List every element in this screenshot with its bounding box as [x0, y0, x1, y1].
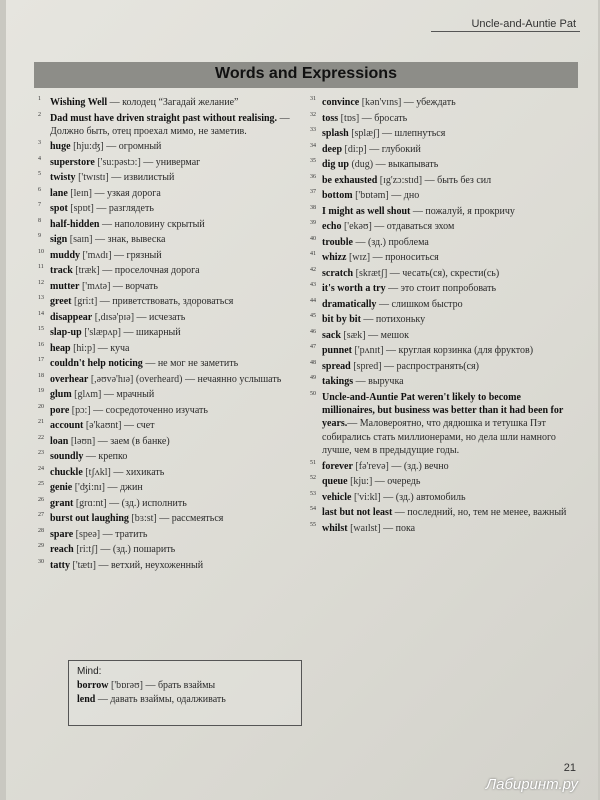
- headword: loan: [50, 435, 69, 447]
- translation: — не мог не заметить: [142, 358, 239, 370]
- headword: forever: [322, 460, 353, 472]
- glossary-entry: [38, 326, 300, 339]
- entry-number: 11: [38, 264, 44, 271]
- headword: lend: [77, 694, 96, 705]
- headword: slap-up: [50, 327, 82, 339]
- headword: burst out laughing: [50, 513, 129, 525]
- transcription: ['vi:kl]: [351, 491, 381, 503]
- translation: — это стоит попробовать: [385, 283, 497, 294]
- headword: punnet: [322, 345, 353, 356]
- translation: — ворчать: [110, 280, 158, 292]
- headword: Wishing Well: [50, 97, 108, 108]
- headword: heap: [50, 342, 71, 354]
- glossary-entry: [38, 96, 300, 109]
- transcription: ['tætɪ]: [70, 559, 96, 571]
- transcription: ['ʤi:nɪ]: [72, 482, 105, 494]
- translation: — счет: [121, 420, 155, 432]
- headword: it's worth a try: [322, 283, 386, 294]
- headword: track: [50, 265, 73, 277]
- headword: muddy: [50, 249, 81, 261]
- glossary-entry: [310, 127, 572, 140]
- glossary-entry: [38, 249, 300, 262]
- transcription: [kən'vɪns]: [359, 97, 402, 108]
- translation: — пока: [380, 522, 416, 534]
- entry-number: 20: [38, 403, 44, 410]
- entry-number: 12: [38, 279, 44, 286]
- translation: — тратить: [100, 528, 148, 540]
- translation: — разглядеть: [93, 203, 154, 215]
- entry-number: 3: [38, 140, 41, 147]
- glossary-entry: [310, 506, 572, 519]
- transcription: ['twɪstɪ]: [75, 172, 109, 184]
- transcription: [skrætʃ]: [353, 267, 388, 279]
- translation: — отдаваться эхом: [371, 221, 455, 232]
- glossary-entry: [310, 158, 572, 171]
- headword: Uncle-and-Auntie Pat weren't likely to become millionaires, but business was better than it had been for years.: [322, 391, 564, 430]
- translation: — распространять(ся): [381, 360, 479, 372]
- headword: dramatically: [322, 298, 377, 310]
- glossary-entry: [38, 559, 300, 572]
- headword: genie: [50, 482, 73, 494]
- transcription: [gri:t]: [71, 296, 98, 308]
- mind-entry: [77, 679, 293, 693]
- headword: I might as well shout: [322, 205, 411, 217]
- entry-number: 52: [310, 475, 316, 482]
- entry-number: 44: [310, 297, 316, 304]
- headword: lane: [50, 187, 68, 199]
- transcription: [wɪz]: [346, 252, 371, 263]
- headword: glum: [50, 389, 72, 401]
- entry-number: 39: [310, 220, 316, 226]
- entry-number: 6: [38, 186, 41, 193]
- glossary-entry: [310, 491, 572, 504]
- entry-number: 14: [38, 310, 44, 317]
- transcription: [fə'revə]: [352, 460, 389, 472]
- transcription: ['ekəʊ]: [341, 221, 372, 232]
- translation: — хихикать: [110, 466, 165, 478]
- translation: — давать взаймы, одалживать: [95, 694, 226, 705]
- translation: — последний, но, тем не менее, важный: [392, 507, 567, 519]
- entry-number: 27: [38, 512, 44, 519]
- glossary-entry: [38, 543, 300, 556]
- entry-number: 49: [310, 375, 316, 381]
- glossary-entry: [310, 391, 572, 458]
- translation: — заем (в банке): [95, 435, 170, 447]
- headword: whilst: [322, 522, 348, 534]
- entry-number: 43: [310, 282, 316, 288]
- translation: — исчезать: [134, 311, 186, 323]
- glossary-entry: [38, 264, 300, 277]
- translation: — проселочная дорога: [99, 265, 200, 277]
- translation: — (зд.) автомобиль: [380, 491, 466, 503]
- entry-number: 21: [38, 419, 44, 426]
- translation: — огромный: [103, 141, 162, 153]
- section-title-bar: [34, 62, 578, 88]
- transcription: [splæʃ]: [348, 128, 380, 139]
- translation: — извилистый: [108, 172, 175, 184]
- glossary-entry: [310, 360, 572, 373]
- glossary-entry: [38, 404, 300, 417]
- transcription: [ri:tʃ]: [73, 544, 98, 556]
- translation: — Маловероятно, что дядюшка и тетушка Пэт собирались стать миллионерами, но дела шли намного лучше, чем в предыдущие годы.: [322, 418, 556, 457]
- entry-number: 40: [310, 235, 316, 242]
- glossary-entry: [38, 419, 300, 432]
- entry-number: 8: [38, 217, 41, 224]
- glossary-entry: [38, 112, 300, 139]
- transcription: ['pʌnɪt]: [352, 345, 384, 356]
- translation: — проноситься: [370, 252, 439, 263]
- translation: — универмаг: [140, 156, 201, 168]
- entry-number: 53: [310, 490, 316, 497]
- headword: overhear: [50, 373, 89, 385]
- headword: dig up: [322, 159, 349, 170]
- transcription: [hju:ʤ]: [70, 141, 104, 153]
- entry-number: 35: [310, 158, 316, 164]
- glossary-entry: [38, 202, 300, 215]
- entry-number: 25: [38, 481, 44, 488]
- glossary-entry: [38, 342, 300, 355]
- glossary-entry: [310, 460, 572, 473]
- entry-number: 18: [38, 372, 44, 379]
- glossary-entry: [310, 236, 572, 249]
- transcription: [kju:]: [347, 476, 373, 488]
- headword: tatty: [50, 559, 70, 571]
- headword: bit by bit: [322, 314, 361, 325]
- entry-number: 31: [310, 96, 316, 102]
- translation: — выручка: [353, 376, 404, 387]
- glossary-entry: [38, 140, 300, 153]
- headword: whizz: [322, 252, 347, 263]
- glossary-entry: [310, 344, 572, 357]
- glossary-entry: [310, 298, 572, 311]
- transcription: [træk]: [72, 265, 100, 277]
- transcription: ['mʌtə]: [79, 280, 111, 292]
- transcription: [grɑ:nt]: [73, 497, 107, 509]
- entry-number: 2: [38, 111, 41, 118]
- entry-number: 29: [38, 543, 44, 550]
- headword: superstore: [50, 156, 95, 168]
- glossary-entry: [310, 475, 572, 488]
- glossary-entry: [38, 311, 300, 324]
- headword: toss: [322, 112, 339, 124]
- translation: — рассмеяться: [156, 513, 224, 525]
- translation: — быть без сил: [422, 174, 492, 186]
- transcription: [,əʊvə'hɪə] (overheard): [88, 373, 183, 385]
- headword: takings: [322, 376, 354, 387]
- transcription: ['bɒrəʊ]: [108, 680, 143, 691]
- headword: queue: [322, 476, 348, 488]
- transcription: ['slæpʌp]: [81, 327, 121, 339]
- entry-number: 51: [310, 459, 316, 466]
- entry-number: 7: [38, 202, 41, 209]
- glossary-entry: [310, 205, 572, 218]
- transcription: [hi:p]: [70, 342, 96, 354]
- transcription: [spɒt]: [67, 203, 94, 215]
- translation: — глубокий: [366, 143, 421, 155]
- transcription: [tʃʌkl]: [82, 466, 111, 478]
- headword: sign: [50, 234, 68, 246]
- entry-number: 22: [38, 434, 44, 441]
- glossary-entry: [38, 450, 300, 463]
- entry-number: 50: [310, 390, 316, 397]
- glossary-entry: [38, 187, 300, 200]
- glossary-entry: [38, 373, 300, 386]
- transcription: ['mʌdɪ]: [80, 249, 112, 261]
- entry-number: 19: [38, 388, 44, 395]
- headword: chuckle: [50, 466, 83, 478]
- entry-number: 45: [310, 313, 316, 319]
- headword: vehicle: [322, 491, 352, 503]
- headword: grant: [50, 497, 74, 509]
- entry-number: 54: [310, 506, 316, 513]
- transcription: [di:p]: [342, 143, 367, 155]
- mind-entry: [77, 693, 293, 707]
- glossary-entry: [38, 497, 300, 510]
- entry-number: 47: [310, 344, 316, 350]
- transcription: ['bɒtəm]: [352, 190, 389, 201]
- translation: — крепко: [83, 451, 128, 463]
- translation: — шлепнуться: [379, 128, 446, 139]
- transcription: [glʌm]: [71, 389, 102, 401]
- headword: borrow: [77, 680, 109, 691]
- translation: — Должно быть, отец проехал мимо, не заметив.: [50, 112, 290, 137]
- entry-number: 10: [38, 248, 44, 255]
- transcription: [sæk]: [340, 329, 366, 341]
- entry-number: 1: [38, 96, 41, 102]
- entry-number: 17: [38, 357, 44, 364]
- glossary-entry: [38, 280, 300, 293]
- entry-number: 28: [38, 527, 44, 534]
- glossary-entry: [310, 174, 572, 187]
- glossary-entry: [38, 171, 300, 184]
- translation: — очередь: [372, 476, 421, 488]
- glossary-entry: [38, 435, 300, 448]
- headword: trouble: [322, 236, 353, 248]
- glossary-column-right: [310, 96, 572, 537]
- entry-number: 9: [38, 233, 41, 240]
- translation: — мешок: [365, 329, 409, 341]
- translation: — куча: [95, 342, 130, 354]
- translation: — грязный: [111, 249, 162, 261]
- headword: twisty: [50, 172, 76, 184]
- transcription: [ləʊn]: [68, 435, 96, 447]
- headword: last but not least: [322, 507, 393, 519]
- translation: — узкая дорога: [91, 187, 161, 199]
- glossary-entry: [310, 251, 572, 264]
- translation: — (зд.) исполнить: [106, 497, 187, 509]
- translation: — брать взаймы: [142, 680, 216, 691]
- translation: — шикарный: [121, 327, 181, 339]
- entry-number: 46: [310, 328, 316, 335]
- transcription: [,dɪsə'pɪə]: [92, 311, 135, 323]
- translation: — мрачный: [101, 389, 155, 401]
- headword: greet: [50, 296, 72, 308]
- glossary-entry: [310, 522, 572, 535]
- glossary-entry: [38, 466, 300, 479]
- translation: — сосредоточенно изучать: [90, 404, 208, 416]
- entry-number: 4: [38, 155, 41, 162]
- transcription: [spred]: [350, 360, 382, 372]
- page-number: 21: [563, 762, 576, 774]
- transcription: [ə'kaʊnt]: [83, 420, 122, 432]
- mind-box: [68, 660, 302, 726]
- glossary-entry: [310, 375, 572, 388]
- translation: — слишком быстро: [376, 298, 463, 310]
- transcription: [leɪn]: [67, 187, 92, 199]
- entry-number: 16: [38, 341, 44, 348]
- entry-number: 30: [38, 558, 44, 565]
- headword: mutter: [50, 280, 80, 292]
- entry-number: 33: [310, 127, 316, 133]
- headword: spread: [322, 360, 351, 372]
- entry-number: 48: [310, 359, 316, 366]
- transcription: [ɪg'zɔ:stɪd]: [377, 174, 423, 186]
- transcription: [speə]: [73, 528, 101, 540]
- entry-number: 38: [310, 204, 316, 211]
- glossary-entry: [310, 143, 572, 156]
- entry-number: 42: [310, 266, 316, 273]
- transcription: [saɪn]: [67, 234, 93, 246]
- entry-number: 32: [310, 111, 316, 118]
- translation: — наполовину скрытый: [99, 218, 205, 230]
- headword: disappear: [50, 311, 93, 323]
- transcription: [pɔ:]: [69, 404, 91, 416]
- translation: — (зд.) вечно: [388, 460, 449, 472]
- section-title: Words and Expressions: [215, 65, 397, 82]
- headword: spare: [50, 528, 74, 540]
- entry-number: 26: [38, 496, 44, 503]
- headword: half-hidden: [50, 218, 100, 230]
- glossary-entry: [310, 282, 572, 295]
- translation: — чесать(ся), скрести(сь): [387, 267, 500, 279]
- glossary-entry: [38, 218, 300, 231]
- glossary-entry: [310, 189, 572, 202]
- translation: — пожалуй, я прокричу: [410, 205, 515, 217]
- headword: convince: [322, 97, 360, 108]
- headword: huge: [50, 141, 71, 153]
- translation: — потихоньку: [360, 314, 426, 325]
- headword: deep: [322, 143, 342, 155]
- glossary-entry: [310, 220, 572, 233]
- headword: pore: [50, 404, 70, 416]
- headword: splash: [322, 128, 349, 139]
- headword: soundly: [50, 451, 84, 463]
- glossary-entry: [38, 512, 300, 525]
- entry-number: 13: [38, 295, 44, 302]
- transcription: [tɒs]: [338, 112, 360, 124]
- headword: sack: [322, 329, 341, 341]
- glossary-entry: [38, 233, 300, 246]
- headword: couldn't help noticing: [50, 358, 143, 370]
- entry-number: 55: [310, 521, 316, 528]
- translation: — бросать: [359, 112, 408, 124]
- glossary-entry: [38, 357, 300, 370]
- glossary-column-left: [38, 96, 300, 574]
- translation: — выкапывать: [373, 159, 439, 170]
- translation: — (зд.) проблема: [352, 236, 429, 248]
- translation: — знак, вывеска: [92, 234, 166, 246]
- entry-number: 5: [38, 171, 41, 178]
- translation: — ветхий, неухоженный: [95, 559, 204, 571]
- entry-number: 36: [310, 173, 316, 180]
- glossary-entry: [38, 388, 300, 401]
- headword: echo: [322, 221, 342, 232]
- transcription: ['su:pəstɔ:]: [94, 156, 141, 168]
- transcription: [waɪlst]: [347, 522, 381, 534]
- watermark-logo: Лабиринт.ру: [485, 776, 578, 793]
- translation: — убеждать: [401, 97, 456, 108]
- headword: bottom: [322, 190, 353, 201]
- entry-number: 41: [310, 251, 316, 257]
- headword: scratch: [322, 267, 354, 279]
- glossary-entry: [310, 96, 572, 109]
- entry-number: 23: [38, 450, 44, 457]
- book-page: [6, 0, 598, 800]
- glossary-entry: [310, 313, 572, 326]
- translation: — круглая корзинка (для фруктов): [383, 345, 534, 356]
- running-head: Uncle-and-Auntie Pat: [431, 18, 580, 32]
- glossary-entry: [310, 267, 572, 280]
- glossary-entry: [310, 329, 572, 342]
- headword: be exhausted: [322, 174, 378, 186]
- translation: — нечаянно услышать: [182, 373, 282, 385]
- translation: — дно: [388, 190, 420, 201]
- translation: — приветствовать, здороваться: [97, 296, 234, 308]
- headword: Dad must have driven straight past without realising.: [50, 112, 278, 124]
- headword: reach: [50, 544, 74, 556]
- entry-number: 24: [38, 465, 44, 472]
- glossary-entry: [38, 528, 300, 541]
- translation: — джин: [104, 482, 143, 494]
- glossary-entry: [38, 156, 300, 169]
- glossary-entry: [38, 481, 300, 494]
- entry-number: 34: [310, 142, 316, 149]
- transcription: (dug): [348, 159, 374, 170]
- translation: — (зд.) пошарить: [97, 544, 176, 556]
- mind-title: Mind:: [77, 666, 102, 677]
- glossary-entry: [38, 295, 300, 308]
- entry-number: 37: [310, 189, 316, 195]
- translation: — колодец “Загадай желание”: [107, 97, 239, 108]
- headword: spot: [50, 203, 68, 215]
- entry-number: 15: [38, 326, 44, 333]
- headword: account: [50, 420, 84, 432]
- glossary-entry: [310, 112, 572, 125]
- transcription: [bɜ:st]: [128, 513, 157, 525]
